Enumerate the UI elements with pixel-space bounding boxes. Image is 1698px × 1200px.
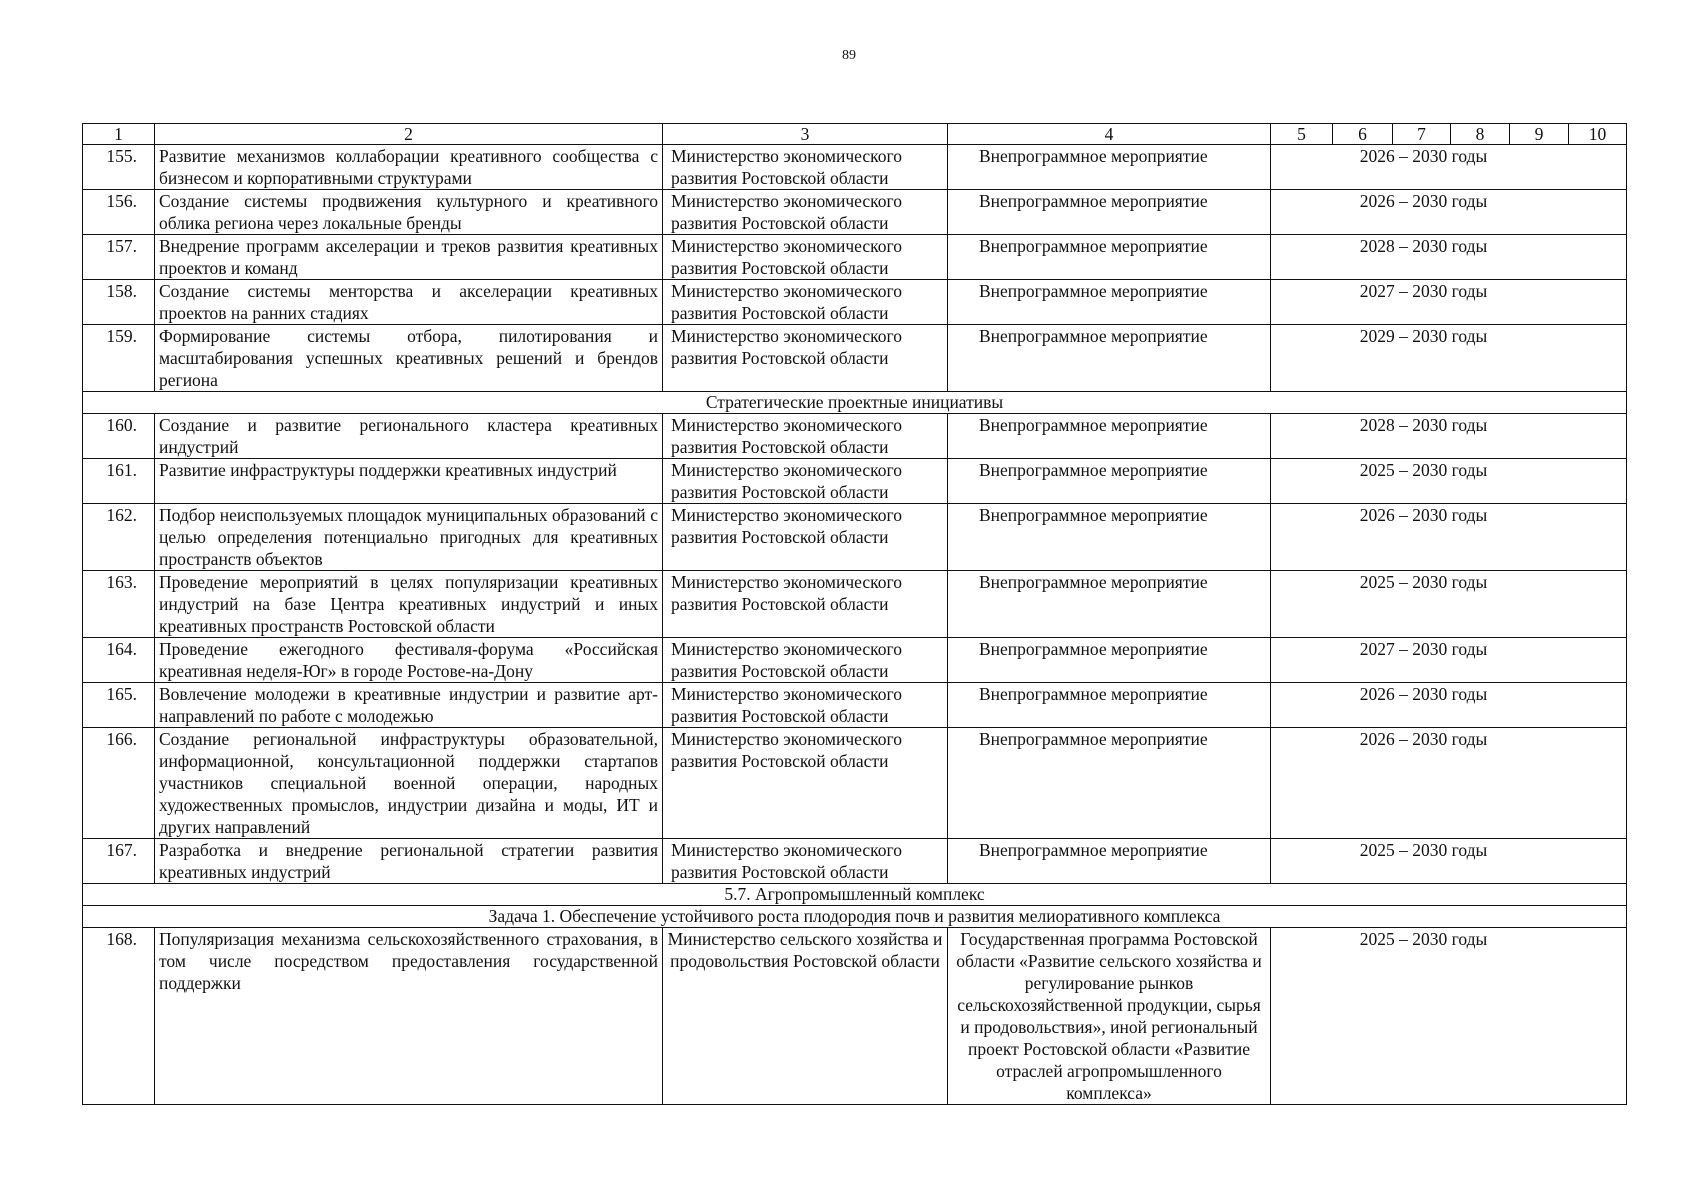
responsible-cell: Министерство экономического развития Ростовской области [663, 190, 948, 235]
period-cell: 2026 – 2030 годы [1271, 728, 1627, 839]
period-cell: 2028 – 2030 годы [1271, 235, 1627, 280]
period-cell: 2029 – 2030 годы [1271, 325, 1627, 392]
responsible-cell: Министерство экономического развития Ростовской области [663, 145, 948, 190]
column-number: 2 [155, 124, 663, 145]
section-heading: 5.7. Агропромышленный комплекс [83, 884, 1627, 906]
responsible-cell: Министерство экономического развития Ростовской области [663, 839, 948, 884]
responsible-cell: Министерство экономического развития Ростовской области [663, 728, 948, 839]
row-number: 165. [83, 683, 155, 728]
table-row [83, 325, 1627, 392]
column-number: 7 [1393, 124, 1451, 145]
table-row [83, 190, 1627, 235]
table-row [83, 504, 1627, 571]
activity-cell: Проведение мероприятий в целях популяризации креативных индустрий на базе Центра креативных индустрий и иных креативных пространств Ростовской области [155, 571, 663, 638]
responsible-cell: Министерство экономического развития Ростовской области [663, 638, 948, 683]
column-number: 8 [1451, 124, 1510, 145]
column-number: 4 [948, 124, 1271, 145]
table-row [83, 145, 1627, 190]
column-number-row [83, 124, 1627, 145]
measures-table [82, 123, 1627, 1105]
activity-cell: Формирование системы отбора, пилотирования и масштабирования успешных креативных решений и брендов региона [155, 325, 663, 392]
activity-cell: Проведение ежегодного фестиваля-форума «Российская креативная неделя-Юг» в городе Ростове-на-Дону [155, 638, 663, 683]
period-cell: 2025 – 2030 годы [1271, 459, 1627, 504]
period-cell: 2025 – 2030 годы [1271, 571, 1627, 638]
table-row [83, 235, 1627, 280]
row-number: 160. [83, 414, 155, 459]
column-number: 3 [663, 124, 948, 145]
program-type-cell: Государственная программа Ростовской области «Развитие сельского хозяйства и регулирование рынков сельскохозяйственной продукции, сырья и продовольствия», иной региональный проект Ростовской области «Развитие отраслей агропромышленного комплекса» [948, 928, 1271, 1105]
page-number: 89 [842, 48, 856, 63]
program-type-cell: Внепрограммное мероприятие [948, 638, 1271, 683]
column-number: 6 [1333, 124, 1393, 145]
period-cell: 2027 – 2030 годы [1271, 280, 1627, 325]
program-type-cell: Внепрограммное мероприятие [948, 325, 1271, 392]
responsible-cell: Министерство экономического развития Ростовской области [663, 683, 948, 728]
period-cell: 2026 – 2030 годы [1271, 190, 1627, 235]
responsible-cell: Министерство экономического развития Ростовской области [663, 459, 948, 504]
section-heading: Стратегические проектные инициативы [83, 392, 1627, 414]
period-cell: 2028 – 2030 годы [1271, 414, 1627, 459]
responsible-cell: Министерство экономического развития Ростовской области [663, 235, 948, 280]
row-number: 168. [83, 928, 155, 1105]
row-number: 156. [83, 190, 155, 235]
table-row [83, 459, 1627, 504]
program-type-cell: Внепрограммное мероприятие [948, 459, 1271, 504]
activity-cell: Разработка и внедрение региональной стратегии развития креативных индустрий [155, 839, 663, 884]
program-type-cell: Внепрограммное мероприятие [948, 504, 1271, 571]
activity-cell: Развитие инфраструктуры поддержки креативных индустрий [155, 459, 663, 504]
program-type-cell: Внепрограммное мероприятие [948, 728, 1271, 839]
program-type-cell: Внепрограммное мероприятие [948, 280, 1271, 325]
program-type-cell: Внепрограммное мероприятие [948, 145, 1271, 190]
row-number: 167. [83, 839, 155, 884]
table-row [83, 414, 1627, 459]
activity-cell: Создание региональной инфраструктуры образовательной, информационной, консультационной поддержки стартапов участников специальной военной операции, народных художественных промыслов, индустрии дизайна и моды, ИТ и других направлений [155, 728, 663, 839]
responsible-cell: Министерство сельского хозяйства и продовольствия Ростовской области [663, 928, 948, 1105]
activity-cell: Популяризация механизма сельскохозяйственного страхования, в том числе посредством предоставления государственной поддержки [155, 928, 663, 1105]
row-number: 161. [83, 459, 155, 504]
period-cell: 2026 – 2030 годы [1271, 504, 1627, 571]
row-number: 164. [83, 638, 155, 683]
activity-cell: Подбор неиспользуемых площадок муниципальных образований с целью определения потенциально пригодных для креативных пространств объектов [155, 504, 663, 571]
row-number: 159. [83, 325, 155, 392]
period-cell: 2026 – 2030 годы [1271, 145, 1627, 190]
table-row [83, 280, 1627, 325]
activity-cell: Развитие механизмов коллаборации креативного сообщества с бизнесом и корпоративными структурами [155, 145, 663, 190]
program-type-cell: Внепрограммное мероприятие [948, 414, 1271, 459]
activity-cell: Вовлечение молодежи в креативные индустрии и развитие арт-направлений по работе с молодежью [155, 683, 663, 728]
program-type-cell: Внепрограммное мероприятие [948, 190, 1271, 235]
section-heading-row [83, 906, 1627, 928]
activity-cell: Создание системы менторства и акселерации креативных проектов на ранних стадиях [155, 280, 663, 325]
program-type-cell: Внепрограммное мероприятие [948, 235, 1271, 280]
column-number: 10 [1569, 124, 1627, 145]
section-heading-row [83, 884, 1627, 906]
responsible-cell: Министерство экономического развития Ростовской области [663, 504, 948, 571]
program-type-cell: Внепрограммное мероприятие [948, 839, 1271, 884]
activity-cell: Создание системы продвижения культурного и креативного облика региона через локальные бренды [155, 190, 663, 235]
responsible-cell: Министерство экономического развития Ростовской области [663, 325, 948, 392]
table-row [83, 928, 1627, 1105]
row-number: 157. [83, 235, 155, 280]
period-cell: 2026 – 2030 годы [1271, 683, 1627, 728]
table-row [83, 728, 1627, 839]
row-number: 155. [83, 145, 155, 190]
table-row [83, 683, 1627, 728]
period-cell: 2025 – 2030 годы [1271, 928, 1627, 1105]
row-number: 158. [83, 280, 155, 325]
row-number: 166. [83, 728, 155, 839]
table-row [83, 839, 1627, 884]
row-number: 162. [83, 504, 155, 571]
period-cell: 2027 – 2030 годы [1271, 638, 1627, 683]
section-heading: Задача 1. Обеспечение устойчивого роста плодородия почв и развития мелиоративного комплекса [83, 906, 1627, 928]
responsible-cell: Министерство экономического развития Ростовской области [663, 571, 948, 638]
program-type-cell: Внепрограммное мероприятие [948, 571, 1271, 638]
activity-cell: Создание и развитие регионального кластера креативных индустрий [155, 414, 663, 459]
column-number: 9 [1510, 124, 1569, 145]
activity-cell: Внедрение программ акселерации и треков развития креативных проектов и команд [155, 235, 663, 280]
table-row [83, 571, 1627, 638]
column-number: 1 [83, 124, 155, 145]
period-cell: 2025 – 2030 годы [1271, 839, 1627, 884]
responsible-cell: Министерство экономического развития Ростовской области [663, 414, 948, 459]
section-heading-row [83, 392, 1627, 414]
column-number: 5 [1271, 124, 1333, 145]
table-row [83, 638, 1627, 683]
program-type-cell: Внепрограммное мероприятие [948, 683, 1271, 728]
responsible-cell: Министерство экономического развития Ростовской области [663, 280, 948, 325]
row-number: 163. [83, 571, 155, 638]
